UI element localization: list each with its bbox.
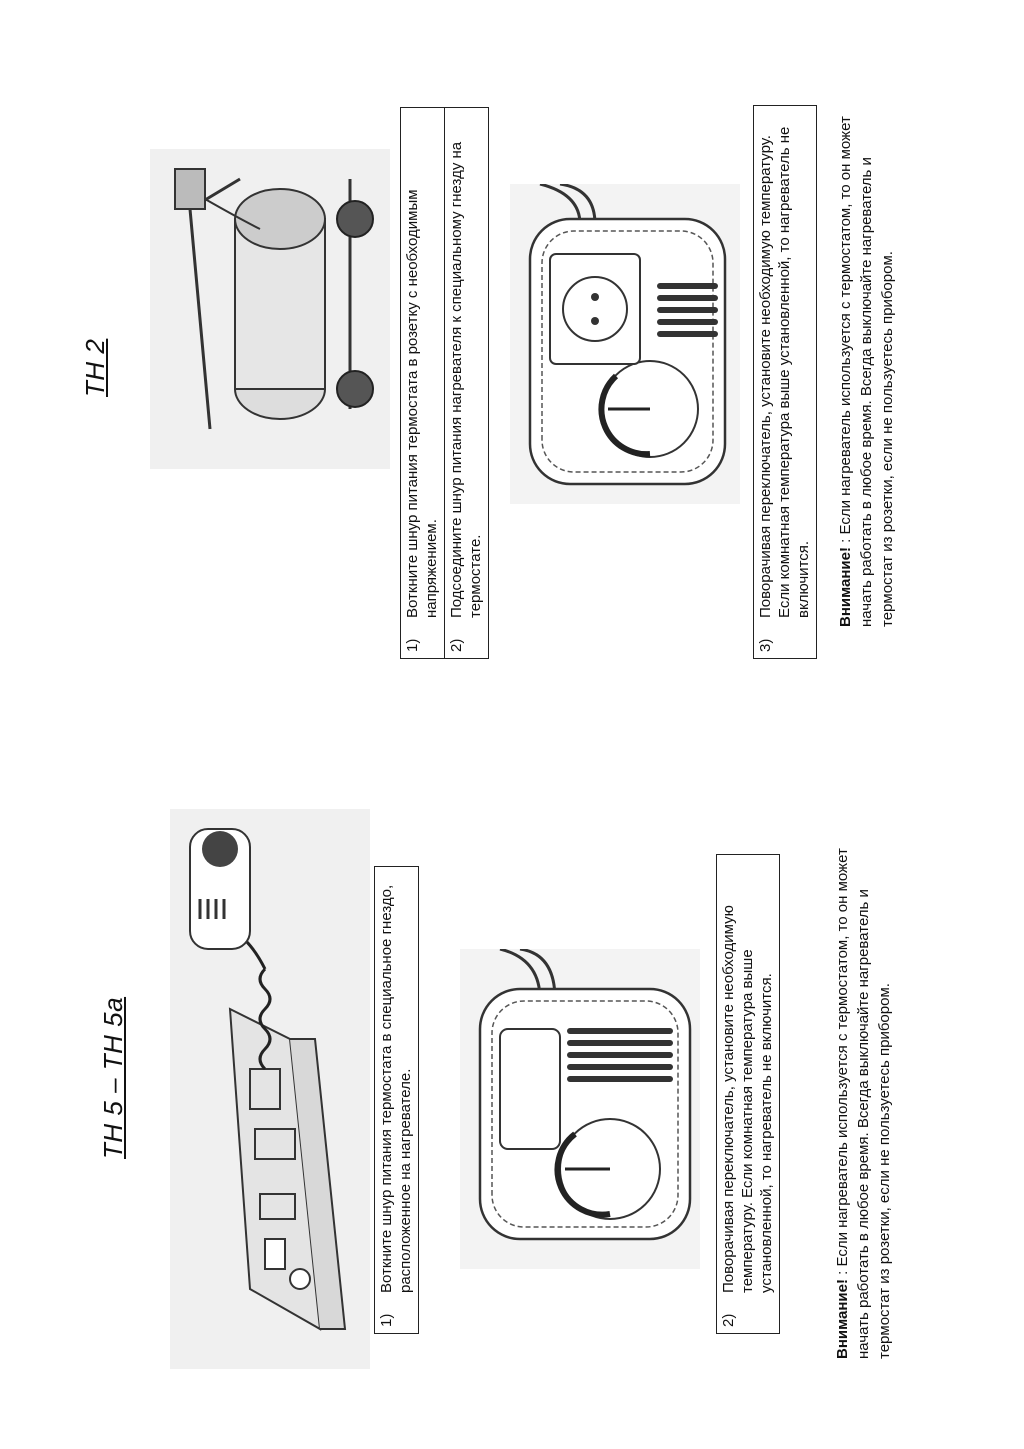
warning-label: Внимание! xyxy=(834,1279,851,1359)
step-text: Поворачивая переключатель, установите необходимую температуру. Если комнатная температура выше установленной, то нагреватель не включится. xyxy=(720,905,775,1293)
thermostat-socket-illustration xyxy=(510,184,740,504)
step-text: Поворачивая переключатель, установите необходимую температуру. Если комнатная температура выше установленной, то нагреватель не включится. xyxy=(757,126,812,618)
step-1-box xyxy=(374,866,419,1334)
warning-text xyxy=(835,82,898,627)
step-number: 2) xyxy=(448,638,465,652)
step-number: 1) xyxy=(378,1313,395,1327)
step-2-box xyxy=(716,854,780,1334)
step-number: 3) xyxy=(757,638,774,652)
warning-label: Внимание! xyxy=(837,547,854,627)
step-number: 2) xyxy=(720,1313,737,1327)
section-title-th2: TH 2 xyxy=(80,338,110,397)
step-text: Воткните шнур питания термостата в специальное гнездо, расположенное на нагревателе. xyxy=(378,884,414,1293)
warning-body: : Если нагреватель используется с термостатом, то он может начать работать в любое время. Всегда выключайте нагреватель и термостат из розетки, если не пользуетесь прибором. xyxy=(837,116,896,627)
heater-with-thermostat-illustration xyxy=(150,149,390,469)
thermostat-illustration xyxy=(460,949,700,1269)
warning-body: : Если нагреватель используется с термостатом, то он может начать работать в любое время. Всегда выключайте нагреватель и термостат из розетки, если не пользуетесь прибором. xyxy=(834,848,893,1359)
heater-illustration xyxy=(170,809,370,1369)
step-text: Воткните шнур питания термостата в розетку с необходимым напряжением. xyxy=(404,189,440,618)
warning-text xyxy=(832,819,895,1359)
steps-box xyxy=(400,107,489,659)
section-title-th5: TH 5 – TH 5a xyxy=(98,996,128,1159)
step-text: Подсоедините шнур питания нагревателя к специальному гнезду на термостате. xyxy=(448,141,484,618)
step-3-box xyxy=(753,105,817,659)
step-number: 1) xyxy=(404,638,421,652)
